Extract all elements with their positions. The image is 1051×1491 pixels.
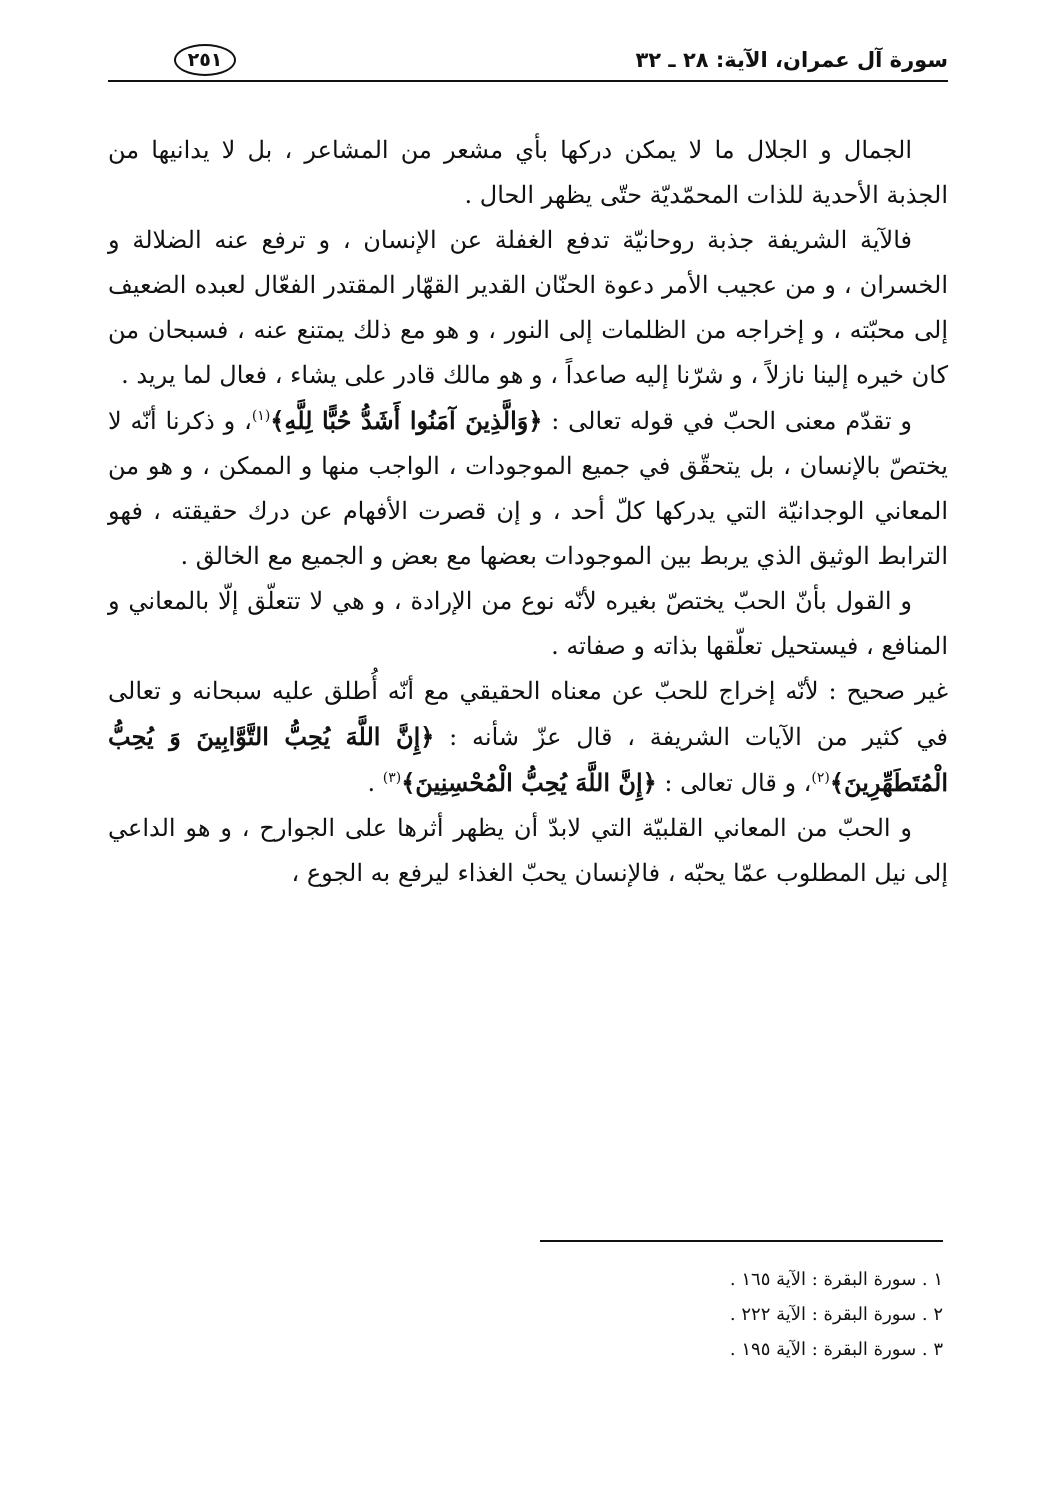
paragraph-text: و القول بأنّ الحبّ يختصّ بغيره لأنّه نوع من الإرادة ، و هي لا تتعلّق إلّا بالمعاني و المنافع ، فيستحيل تعلّقها بذاته و صفاته . bbox=[108, 587, 948, 660]
header-rule bbox=[108, 80, 948, 82]
paragraph bbox=[108, 218, 948, 398]
paragraph-text: . bbox=[367, 769, 383, 797]
quran-verse: ﴿إِنَّ اللَّهَ يُحِبُّ التَّوَّابِينَ وَ يُحِبُّ الْمُتَطَهِّرِينَ﴾ bbox=[108, 722, 948, 797]
quran-verse: ﴿وَالَّذِينَ آمَنُوا أَشَدُّ حُبًّا لِلَّهِ﴾ bbox=[270, 406, 543, 435]
footnote-rule bbox=[540, 1240, 943, 1242]
quran-verse: ﴿إِنَّ اللَّهَ يُحِبُّ الْمُحْسِنِينَ﴾ bbox=[401, 768, 657, 797]
footnote: ٢ . سورة البقرة : الآية ٢٢٢ . bbox=[729, 1304, 943, 1325]
footnotes bbox=[540, 1262, 943, 1367]
paragraph bbox=[108, 128, 948, 218]
paragraph bbox=[108, 398, 948, 579]
paragraph bbox=[108, 806, 948, 896]
footnote-marker: (٣) bbox=[382, 770, 402, 786]
body-text bbox=[108, 128, 948, 896]
paragraph-text: و تقدّم معنى الحبّ في قوله تعالى : bbox=[542, 407, 912, 435]
footnote: ١ . سورة البقرة : الآية ١٦٥ . bbox=[729, 1269, 943, 1290]
footnote-marker: (٢) bbox=[811, 770, 830, 786]
paragraph bbox=[108, 579, 948, 669]
running-title: سورة آل عمران، الآية: ٢٨ ـ ٣٢ bbox=[635, 48, 948, 72]
footnote: ٣ . سورة البقرة : الآية ١٩٥ . bbox=[729, 1339, 943, 1360]
paragraph-text: غير صحيح : لأنّه إخراج للحبّ عن معناه الحقيقي مع أنّه أُطلق عليه سبحانه و تعالى في كثير من الآيات الشريفة ، قال عزّ شأنه : bbox=[108, 677, 948, 751]
page-header bbox=[108, 44, 948, 82]
paragraph-text: ، و قال تعالى : bbox=[656, 769, 812, 797]
footnote-marker: (١) bbox=[251, 408, 271, 424]
paragraph-text: ، و ذكرنا أنّه لا يختصّ بالإنسان ، بل يتحقّق في جميع الموجودات ، الواجب منها و الممكن ، و هو من المعاني الوجدانيّة التي يدركها كلّ أحد ، و إن قصرت الأفهام عن درك حقيقته ، فهو الترابط الوثيق الذي يربط بين الموجودات بعضها مع بعض و الجميع مع الخالق . bbox=[108, 407, 948, 570]
paragraph-text: الجمال و الجلال ما لا يمكن دركها بأي مشعر من المشاعر ، بل لا يدانيها من الجذبة الأحدية للذات المحمّديّة حتّى يظهر الحال . bbox=[108, 136, 948, 209]
page-number: ٢٥١ bbox=[174, 44, 236, 76]
paragraph-text: فالآية الشريفة جذبة روحانيّة تدفع الغفلة عن الإنسان ، و ترفع عنه الضلالة و الخسران ، و من عجيب الأمر دعوة الحنّان القدير القهّار المقتدر الفعّال لعبده الضعيف إلى محبّته ، و إخراجه من الظلمات إلى النور ، و هو مع ذلك يمتنع عنه ، فسبحان من كان خيره إلينا نازلاً ، و شرّنا إليه صاعداً ، و هو مالك قادر على يشاء ، فعال لما يريد . bbox=[108, 226, 948, 389]
paragraph-text: و الحبّ من المعاني القلبيّة التي لابدّ أن يظهر أثرها على الجوارح ، و هو الداعي إلى نيل المطلوب عمّا يحبّه ، فالإنسان يحبّ الغذاء ليرفع به الجوع ، bbox=[108, 814, 948, 887]
paragraph bbox=[108, 669, 948, 806]
